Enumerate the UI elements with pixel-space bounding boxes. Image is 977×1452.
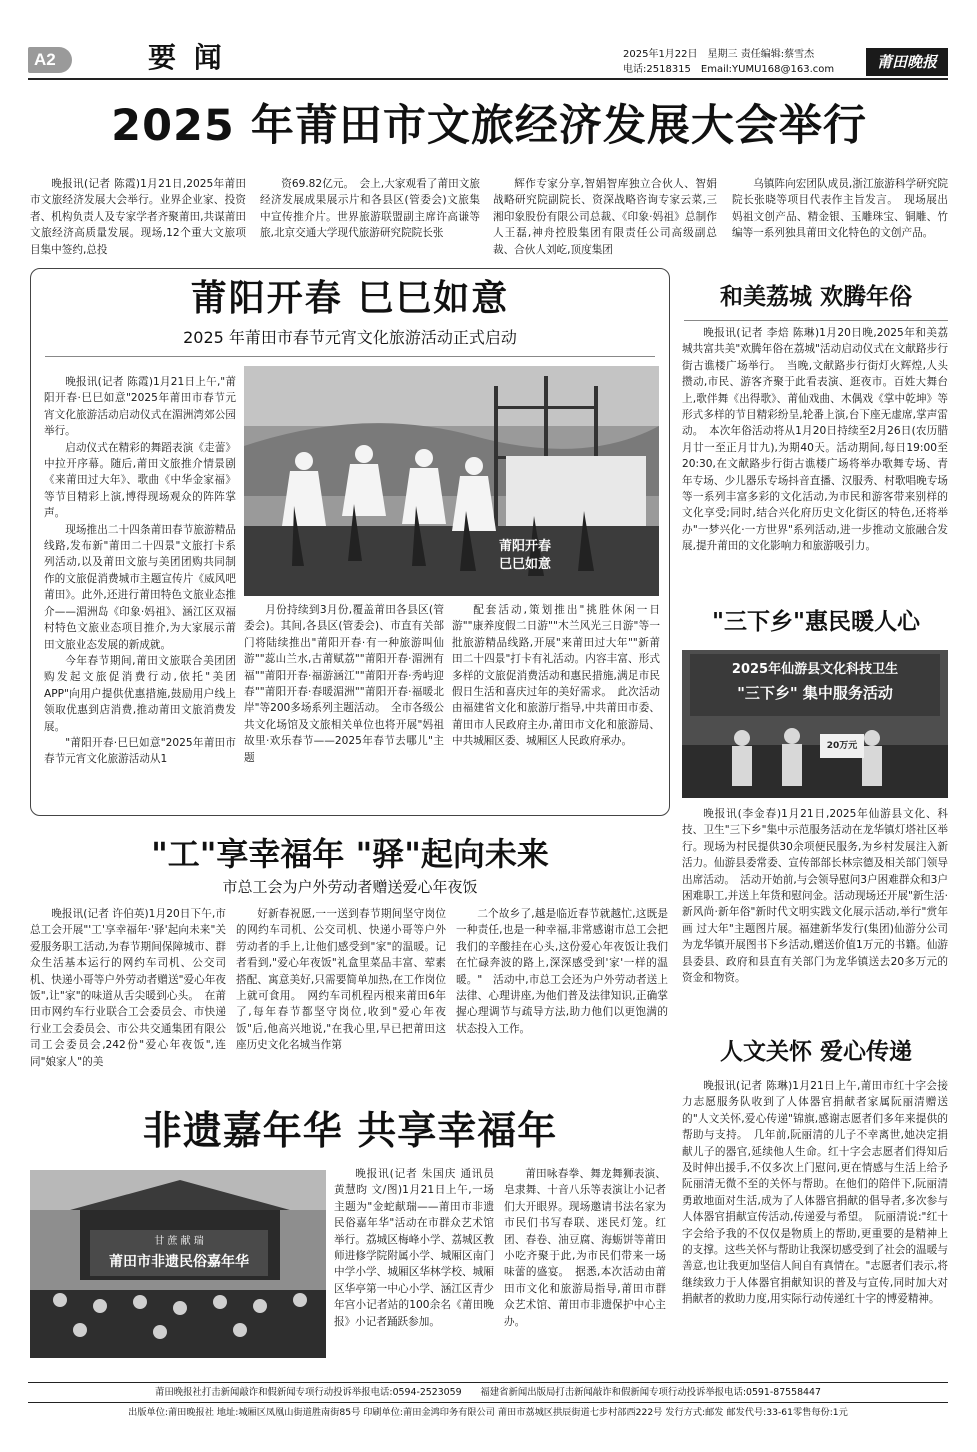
sanxia-cheque-label: 20万元 [826, 741, 858, 751]
header-rule [28, 78, 948, 80]
sanxia-body: 晚报讯(李金春)1月21日,2025年仙游县文化、科技、卫生"三下乡"集中示范服务活动在龙华镇灯塔社区举行。现场为村民提供30余项便民服务,为乡村发展注入新活力。仙游县委常委、宣传部部长林宗德及相关部门领导出席活动。 活动开始前,与会领导慰问3户困难群众和3户困难职工,并送上年货和慰问金。活动现场还开展"新生活·新风尚·新年俗"新时代文明实践文化展示活动,举行"赏年画 过大年"主题图片展。福建新华发行(集团)仙游分公司为龙华镇开展图书下乡活动,赠送价值1万元的书籍。仙游县委县、政府和县直有关部门为龙华镇送去20多万元的资金和物资。 [682, 808, 948, 985]
footer-rule [28, 1382, 948, 1383]
spring-subheadline: 2025 年莆田市春节元宵文化旅游活动正式启动 [183, 328, 517, 347]
heritage-column-1: 晚报讯(记者 朱国庆 通讯员 黄慧昀 文/图)1月21日上午,一场主题为"金蛇献瑞——莆田市非遗民俗嘉年华"活动在市群众艺术馆举行。荔城区梅峰小学、荔城区教师进修学院附属小学、城厢区南门中学小学、城厢区华林学校、城厢区华亭第一中心小学、涵江区青少年宫小记者站的100余名《莆田晚报》小记者踊跃参加。 [334, 1168, 494, 1328]
page-number-badge: A2 [28, 47, 72, 73]
heritage-column-2: 莆田咏春拳、舞龙舞狮表演、皂隶舞、十音八乐等表演让小记者们大开眼界。现场邀请书法名家为市民们书写春联、迷民灯笼。红团、春卷、油豆腐、海蛎饼等莆田小吃齐聚于此,为市民们带来一场味蕾的盛宴。 据悉,本次活动由莆田市文化和旅游局指导,莆田市群众艺术馆、莆田市非遗保护中心主办。 [504, 1168, 666, 1328]
section-title: 要 闻 [148, 41, 226, 74]
heritage-headline: 非遗嘉年华 共享幸福年 [142, 1109, 558, 1154]
lychee-headline: 和美荔城 欢腾年俗 [719, 284, 912, 310]
header-date-line: 2025年1月22日 星期三 责任编辑:蔡雪杰 [623, 49, 815, 60]
sanxia-banner-line-2: "三下乡" 集中服务活动 [737, 684, 893, 702]
lead-column-1: 晚报讯(记者 陈霞)1月21日,2025年莆田市文旅经济发展大会举行。业界企业家、投资者、机构负责人及专家学者齐聚莆田,共谋莆田文旅经济高质量发展。现场,12个重大文旅项目集中签约,总投 [30, 178, 246, 256]
header-contact-line: 电话:2518315 Email:YUMU168@163.com [623, 64, 835, 75]
spring-column-1: 晚报讯(记者 陈霞)1月21日上午,"莆阳开春·巳巳如意"2025年莆田市春节元宵文化旅游活动启动仪式在湄洲湾郊公园举行。 启动仪式在精彩的舞蹈表演《走蕾》中拉开序幕。随后,莆田文旅推介情景剧《来莆田过大年》、歌曲《中华金家福》等节目精彩上演,博得现场观众的阵阵掌声。 现场推出二十四条莆田春节旅游精品线路,发布新"莆田二十四景"文旅打卡系列活动,以及莆田文旅与美团团购共同制作的文旅促消费城市主题宣传片《威风吧莆田》。此外,还进行莆田特色文旅业态推介——湄洲岛《印象·妈祖》、涵江区双福村特色文旅业态项目推介,为大家展示莆田文旅业态发展的新成就。 今年春节期间,莆田文旅联合美团团购发起文旅促消费行动,依托"美团APP"向用户提供优惠措施,鼓励用户线上领取优惠到店消费,推动莆田文旅消费发展。 "莆阳开春·巳巳如意"2025年莆田市春节元宵文化旅游活动从1 [44, 376, 236, 766]
union-subheadline: 市总工会为户外劳动者赠送爱心年夜饭 [222, 878, 478, 896]
heritage-photo [30, 1170, 326, 1358]
footer-publisher-line: 出版单位:莆田晚报社 地址:城厢区凤凰山街道胜南街85号 印刷单位:莆田金鸿印务有限公司 莆田市荔城区拱辰街道七步村部西222号 发行方式:邮发 邮发代号:33-61零售每份:1元 [128, 1407, 848, 1418]
lead-column-2: 资69.82亿元。 会上,大家观看了莆田文旅经济发展成果展示片和各县区(管委会)文旅集中宣传推介片。世界旅游联盟副主席许高谦等旅,北京交通大学现代旅游研究院院长张 [260, 178, 480, 240]
union-column-3: 二个故乡了,越是临近春节就越忙,这既是一种责任,也是一种幸福,非常感谢市总工会把我们的辛酸挂在心头,这份爱心年夜饭让我们在忙碌奔波的路上,深深感受到'家'一样的温暖。" 活动中,市总工会还为户外劳动者送上法律、心理讲座,为他们普及法律知识,正确掌握心理调节与疏导方法,助力他们以更饱满的状态投入工作。 [456, 908, 668, 1035]
spring-column-3: 配套活动,策划推出"挑胜休闲一日游""康养度假二日游""木兰风光三日游"等一批旅游精品线路,开展"来莆田过大年""新莆田二十四景"打卡有礼活动。内容丰富、形式多样的文旅促消费活动和惠民措施,满足市民假日生活和喜庆过年的美好需求。 此次活动由福建省文化和旅游厅指导,中共莆田市委、莆田市人民政府主办,莆田市文化和旅游局、中共城厢区委、城厢区人民政府承办。 [452, 604, 660, 748]
sanxia-photo [682, 650, 948, 798]
lychee-body: 晚报讯(记者 李焙 陈琳)1月20日晚,2025年和美荔城共富共美"欢腾年俗在荔城"活动启动仪式在文献路步行街古谯楼广场举行。 当晚,文献路步行街灯火辉煌,人头攒动,市民、游客齐聚于此看表演、逛夜市。百姓大舞台上,歌伴舞《出得歌》、莆仙戏曲、木偶戏《掌中乾坤》等形式多样的节目精彩纷呈,轮番上演,台下座无虚席,掌声雷动。 本次年俗活动将从1月20日持续至2月26日(农历腊月廿一至正月廿九),为期40天。活动期间,每日19:00至20:30,在文献路步行街古谯楼广场将举办歌舞专场、青年专场、少儿器乐专场抖音直播、汉服秀、村歌唱晚专场等一系列丰富多彩的文化活动,为市民和游客带来别样的文化享受;同时,结合兴化府历史文化街区的特色,还将举办"一梦兴化·一方世界"系列活动,进一步推动文旅融合发展,提升莆田的文化影响力和旅游吸引力。 [682, 327, 948, 553]
union-headline: "工"享幸福年 "驿"起向未来 [151, 835, 549, 873]
spring-column-2: 月份持续到3月份,覆盖莆田各县区(管委会)。其间,各县区(管委会)、市直有关部门将陆续推出"莆阳开春·有一种旅游叫仙游""蕊山兰水,古莆赋荔""莆阳开春·湄洲有福""莆阳开春·福游涵江""莆阳开春·秀屿迎春""莆阳开春·春暖湄洲""莆阳开春·福暖北岸"等200多场系列主题活动。 全市各级公共文化场馆及文旅相关单位也将开展"妈祖故里·欢乐春节——2025年春节去哪儿"主题 [244, 604, 444, 764]
spring-stage-photo [244, 366, 659, 596]
renwen-headline: 人文关怀 爱心传递 [719, 1039, 912, 1065]
spring-rule [45, 356, 655, 357]
spring-photo-caption: 莆阳开春 巳巳如意 [499, 539, 552, 572]
renwen-body: 晚报讯(记者 陈琳)1月21日上午,莆田市红十字会接力志愿服务队收到了人体器官捐献者家属阮丽清赠送的"人文关怀,爱心传递"锦旗,感谢志愿者们多年来提供的帮助与支持。 几年前,阮丽清的儿子不幸离世,她决定捐献儿子的器官,延续他人生命。红十字会志愿者们得知后及时伸出援手,不仅多次上门慰问,更在情感与生活上给予阮丽清无微不至的关怀与帮助。在他们的陪伴下,阮丽清勇敢地面对生活,成为了人体器官捐献的倡导者,多次参与人体器官捐献宣传活动,传递爱与希望。 阮丽清说:"红十字会给予我的不仅仅是物质上的帮助,更重要的是精神上的支撑。这些关怀与帮助让我深切感受到了社会的温暖与善意,也让我更加坚信人间自有真情在。"志愿者们表示,将继续致力于人体器官捐献知识的普及与宣传,同时加大对捐献者的救助力度,用实际行动传递红十字的博爱精神。 [682, 1080, 948, 1306]
newspaper-logo: 莆田晚报 [866, 48, 948, 76]
lead-headline: 2025 年莆田市文旅经济发展大会举行 [111, 101, 867, 151]
lead-column-3: 辉作专家分享,智娟智库独立合伙人、智娟战略研究院副院长、资深战略咨询专家云菜,三湘印象股份有限公司总裁、《印象·妈祖》总制作人王磊,神舟控股集团有限责任公司高级副总裁、合伙人刘屹,顶度集团 [493, 178, 717, 256]
footer-rule-2 [28, 1402, 948, 1403]
sanxia-banner-line-1: 2025年仙游县文化科技卫生 [731, 662, 899, 677]
union-column-1: 晚报讯(记者 许伯英)1月20日下午,市总工会开展"'工'享幸福年·'驿'起向未来"关爱服务职工活动,为春节期间保障城市、群众生活基本运行的网约车司机、公交司机、快递小哥等户外劳动者赠送"爱心年夜饭",让"家"的味道从舌尖暖到心头。 在莆田市网约车行业联合工会委员会、市快递行业工会委员会、市公共交通集团有限公司工会委员会,242份"爱心年夜饭",连同"娘家人"的美 [30, 908, 226, 1068]
sanxia-headline: "三下乡"惠民暖人心 [712, 609, 920, 635]
spring-headline: 莆阳开春 巳巳如意 [190, 278, 510, 319]
footer-complaint-line: 莆田晚报社打击新闻敲诈和假新闻专项行动投诉举报电话:0594-2523059 福建省新闻出版局打击新闻敲诈和假新闻专项行动投诉举报电话:0591-87558447 [155, 1387, 821, 1398]
union-column-2: 好新春祝愿,一一送到春节期间坚守岗位的网约车司机、公交司机、快递小哥等户外劳动者的手上,让他们感受到"家"的温暖。记者看到,"爱心年夜饭"礼盒里菜品丰富、荤素搭配、寓意美好,只需要简单加热,在工作岗位上就可食用。 网约车司机程丙根来莆田6年了,每年春节都坚守岗位,收到"爱心年夜饭"后,他高兴地说,"在我心里,早已把莆田这座历史文化名城当作第 [236, 908, 446, 1052]
heritage-sign-line-1: 甘 蔗 献 瑞 [154, 1236, 204, 1247]
lead-column-4: 乌镇阵向宏团队成员,浙江旅游科学研究院院长张晓等项目代表作主旨发言。 现场展出妈祖文创产品、精金银、玉雕珠宝、铜雕、竹编等一系列独具莆田文化特色的文创产品。 [732, 178, 948, 240]
heritage-sign-line-2: 莆田市非遗民俗嘉年华 [109, 1254, 249, 1270]
lychee-rule [684, 320, 948, 321]
